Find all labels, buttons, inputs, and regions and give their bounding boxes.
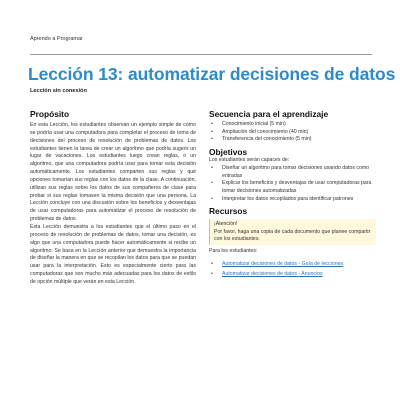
objective-item-label: Explicar los beneficios y desventajas de usar computadoras para tomar decisiones automatizadas <box>222 180 372 194</box>
sequence-section <box>209 109 377 144</box>
right-column <box>209 109 377 280</box>
objective-item-label: Interpretar los datos recopilados para identificar patrones <box>222 195 354 202</box>
purpose-paragraph-2: Esta Lección demuestra a los estudiantes que el último paso en el proceso de resolución de problemas de datos, tomar una decisión, es algo que una computadora puede hacer automáticamente si recibe un algoritmo. Se basa en la Lección anterior que demuestra la importancia de diseñar la manera en que se recopilan los datos para que se puedan usar para la interpretación. Esto es especialmente cierto para las computadoras que son mucho más adecuadas para los datos de estilo de opción múltiple que verán en esta Lección. <box>30 223 196 285</box>
announcements-link[interactable]: Automatizar decisiones de datos - Anuncios <box>222 271 323 278</box>
purpose-heading: Propósito <box>30 109 70 119</box>
bullet-icon: • <box>211 136 213 143</box>
header-divider <box>30 54 372 55</box>
objectives-intro: Los estudiantes serán capaces de: <box>209 157 290 164</box>
notice-text: Por favor, haga una copia de cada documento que planee compartir con los estudiantes. <box>214 228 371 242</box>
resources-heading: Recursos <box>209 206 248 217</box>
bullet-icon: • <box>211 164 213 171</box>
for-students-label: Para los estudiantes: <box>209 247 258 254</box>
bullet-icon: • <box>211 128 213 135</box>
purpose-paragraph-1: En esta Lección, los estudiantes observan un ejemplo simple de cómo se podría usar una computadora para completar el proceso de toma de decisiones del proceso de resolución de problemas de datos. Los estudiantes tienen la tarea de crear un algoritmo que podría sugerir un lugar de vacaciones. Los estudiantes luego crean reglas, o un algoritmo, que una computadora podría usar para tomar esta decisión automáticamente. Los estudiantes comparten sus reglas y qué opciones tomarían sus reglas con los datos de la clase. A continuación, utilizan sus reglas sobre los datos de sus compañeros de clase para probar si sus reglas tomasen la misma decisión que una persona. La Lección concluye con una discusión sobre los beneficios y desventajas de usar computadoras para automatizar el proceso de resolución de problemas de datos. <box>30 122 196 223</box>
resources-links <box>209 259 377 280</box>
list-item <box>209 269 377 280</box>
sequence-heading: Secuencia para el aprendizaje <box>209 109 329 119</box>
purpose-section <box>30 109 196 287</box>
attention-notice <box>209 219 376 245</box>
bullet-icon: • <box>211 271 213 278</box>
list-item <box>209 129 377 137</box>
list-item <box>209 136 377 144</box>
sequence-item-label: Ampliación del conocimiento (40 min) <box>222 128 309 135</box>
objectives-list <box>209 165 377 204</box>
notice-title: ¡Atención! <box>214 221 238 228</box>
bullet-icon: • <box>211 121 213 127</box>
course-label: Aprendo a Programar <box>30 36 83 42</box>
sequence-list <box>209 121 377 144</box>
list-item <box>209 259 377 270</box>
objectives-heading: Objetivos <box>209 147 248 158</box>
bullet-icon: • <box>211 195 213 202</box>
resources-section <box>209 206 377 279</box>
bullet-icon: • <box>211 180 213 187</box>
list-item <box>209 196 377 204</box>
sequence-item-label: Transferencia del conocimiento (5 min) <box>222 136 312 143</box>
sequence-item-label: Conocimiento inicial (5 min) <box>222 121 286 127</box>
objectives-section <box>209 147 377 203</box>
list-item <box>209 121 377 129</box>
objective-item-label: Diseñar un algoritmo para tomar decisiones usando datos como entradas <box>222 164 370 179</box>
list-item <box>209 165 377 180</box>
bullet-icon: • <box>211 260 213 267</box>
lesson-title: Lección 13: automatizar decisiones de datos <box>28 64 396 84</box>
lesson-subtitle: Lección sin conexión <box>30 88 87 94</box>
list-item <box>209 180 377 195</box>
lesson-guide-link[interactable]: Automatizar decisiones de datos - Guía de lecciones <box>222 260 344 267</box>
